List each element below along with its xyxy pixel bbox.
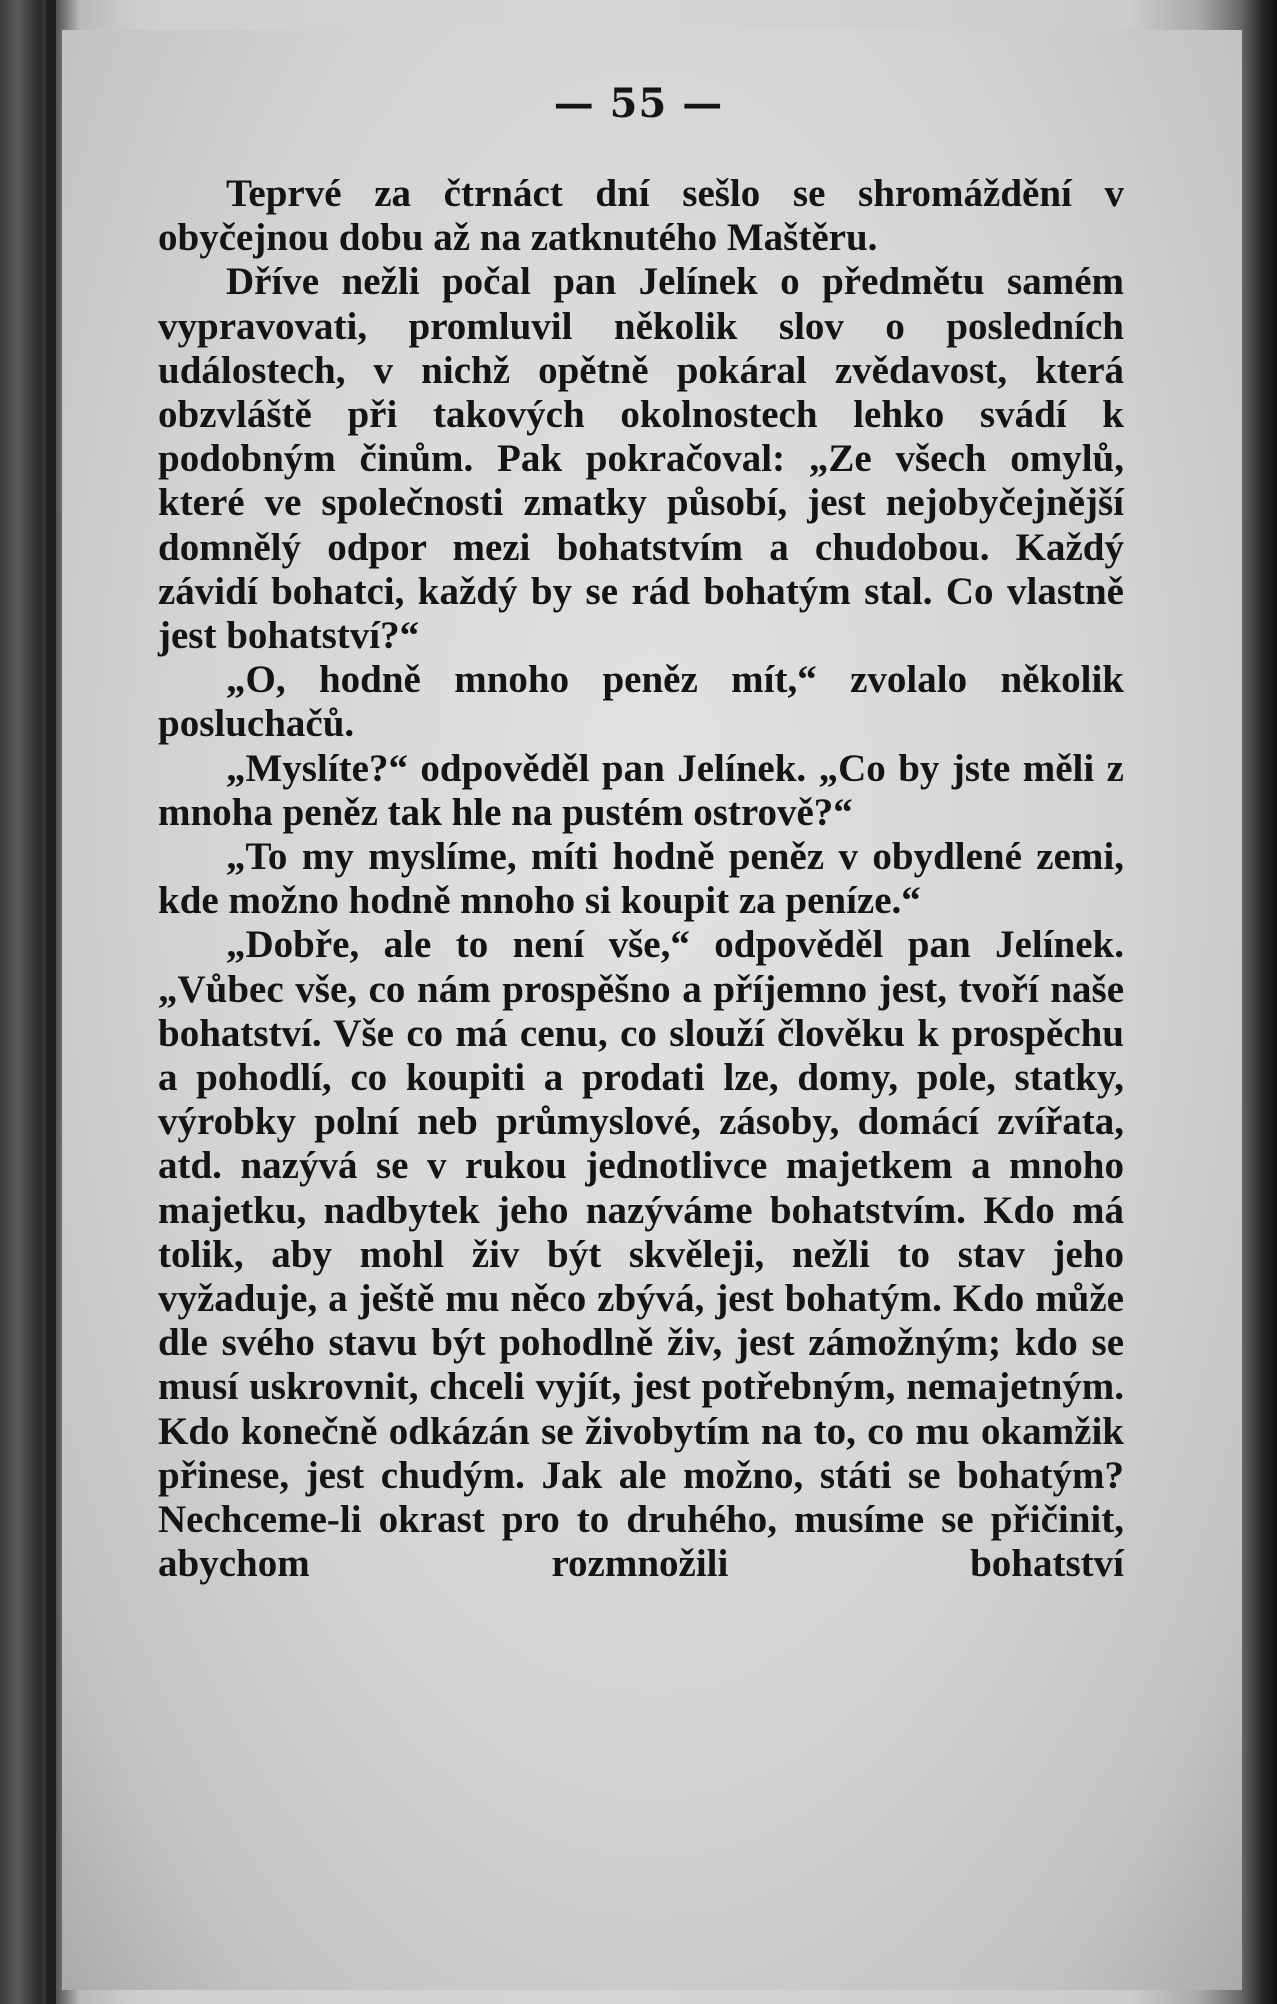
paragraph: „To my myslíme, míti hodně peněz v obydlené zemi, kde možno hodně mnoho si koupit za peníze.“	[158, 835, 1124, 923]
page-number: — 55 —	[553, 80, 724, 127]
paragraph: Dříve nežli počal pan Jelínek o předmětu samém vypravovati, promluvil několik slov o posledních událostech, v nichž opětně pokáral zvědavost, která obzvláště při takových okolnostech lehko svádí k podobným činům. Pak pokračoval: „Ze všech omylů, které ve společnosti zmatky působí, jest nejobyčejnější domnělý odpor mezi bohatstvím a chudobou. Každý závidí bohatci, každý by se rád bohatým stal. Co vlastně jest bohatství?“	[158, 260, 1124, 658]
paragraph: „Myslíte?“ odpověděl pan Jelínek. „Co by jste měli z mnoha peněz tak hle na pustém ostrově?“	[158, 746, 1124, 834]
paragraph: „Dobře, ale to není vše,“ odpověděl pan Jelínek. „Vůbec vše, co nám prospěšno a příjemno jest, tvoří naše bohatství. Vše co má cenu, co slouží člověku k prospěchu a pohodlí, co koupiti a prodati lze, domy, pole, statky, výrobky polní neb průmyslové, zásoby, domácí zvířata, atd. nazývá se v rukou jednotlivce majetkem a mnoho majetku, nadbytek jeho nazýváme bohatstvím. Kdo má tolik, aby mohl živ být skvěleji, nežli to stav jeho vyžaduje, a ještě mu něco zbývá, jest bohatým. Kdo může dle svého stavu být pohodlně živ, jest zámožným; kdo se musí uskrovnit, chceli vyjít, jest potřebným, nemajetným. Kdo konečně odkázán se živobytím na to, co mu okamžik přinese, jest chudým. Jak ale možno, státi se bohatým? Nechceme-li okrast pro to druhého, musíme se přičinit, abychom rozmnožili bohatství	[158, 923, 1124, 1586]
body-text	[158, 172, 1124, 1587]
book-gutter	[46, 0, 56, 2004]
paragraph: Teprvé za čtrnáct dní sešlo se shromáždění v obyčejnou dobu až na zatknutého Maštěru.	[158, 172, 1124, 260]
paragraph: „O, hodně mnoho peněz mít,“ zvolalo několik posluchačů.	[158, 658, 1124, 746]
